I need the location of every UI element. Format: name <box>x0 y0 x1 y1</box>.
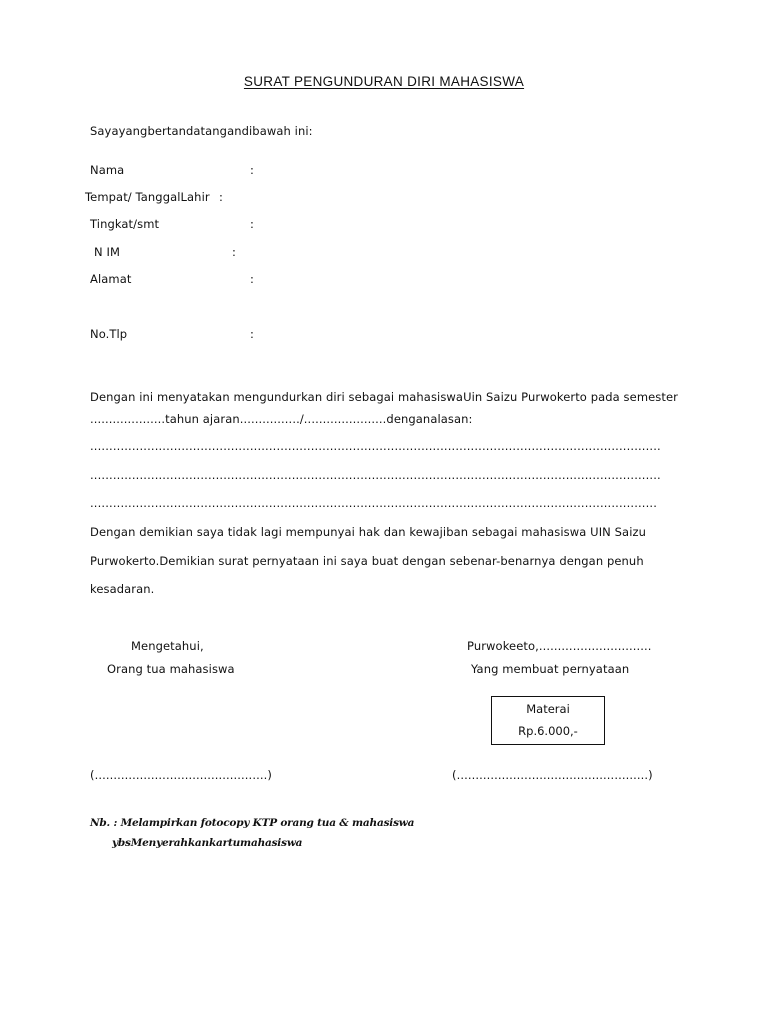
signature-left-role: Orang tua mahasiswa <box>107 662 235 676</box>
note-line-2: ybsMenyerahkankartumahasiswa <box>112 837 303 849</box>
closing-line-3: kesadaran. <box>90 582 155 596</box>
reason-line-2: ...................................................................................................................................................... <box>90 468 661 482</box>
field-colon-no-tlp: : <box>250 327 254 341</box>
field-label-tempat-tanggal-lahir: Tempat/ TanggalLahir <box>85 190 210 204</box>
field-label-tingkat-smt: Tingkat/smt <box>90 217 160 231</box>
closing-line-2: Purwokerto.Demikian surat pernyataan ini saya buat dengan sebenar-benarnya dengan penuh <box>90 554 644 568</box>
field-colon-nama: : <box>250 163 254 177</box>
materai-stamp-box <box>491 696 605 745</box>
field-label-nim: N IM <box>94 245 120 259</box>
field-colon-tempat-tanggal-lahir: : <box>219 190 223 204</box>
field-colon-alamat: : <box>250 272 254 286</box>
reason-line-3: ..................................................................................................................................................... <box>90 496 658 510</box>
letter-title: SURAT PENGUNDURAN DIRI MAHASISWA <box>243 74 525 89</box>
signature-right-role: Yang membuat pernyataan <box>471 662 630 676</box>
signature-left-name-line: (..............................................) <box>90 768 272 782</box>
signature-right-name-line: (...................................................) <box>452 768 653 782</box>
field-colon-tingkat-smt: : <box>250 217 254 231</box>
materai-value: Rp.6.000,- <box>518 724 578 738</box>
signature-right-place-date: Purwokeeto,.............................. <box>467 639 652 653</box>
field-colon-nim: : <box>232 245 236 259</box>
field-label-no-tlp: No.Tlp <box>90 327 128 341</box>
signature-left-heading: Mengetahui, <box>131 639 204 653</box>
note-line-1: Nb. : Melampirkan fotocopy KTP orang tua & mahasiswa <box>90 817 415 829</box>
reason-line-1: ...................................................................................................................................................... <box>90 439 661 453</box>
field-label-nama: Nama <box>90 163 125 177</box>
field-label-alamat: Alamat <box>90 272 132 286</box>
closing-line-1: Dengan demikian saya tidak lagi mempunyai hak dan kewajiban sebagai mahasiswa UIN Saizu <box>90 525 647 539</box>
intro-text: Sayayangbertandatangandibawah ini: <box>90 124 313 138</box>
statement-line-2: ....................tahun ajaran................/......................denganalasan: <box>90 412 473 426</box>
statement-line-1: Dengan ini menyatakan mengundurkan diri sebagai mahasiswaUin Saizu Purwokerto pada semester <box>90 390 678 404</box>
materai-label: Materai <box>526 702 570 716</box>
